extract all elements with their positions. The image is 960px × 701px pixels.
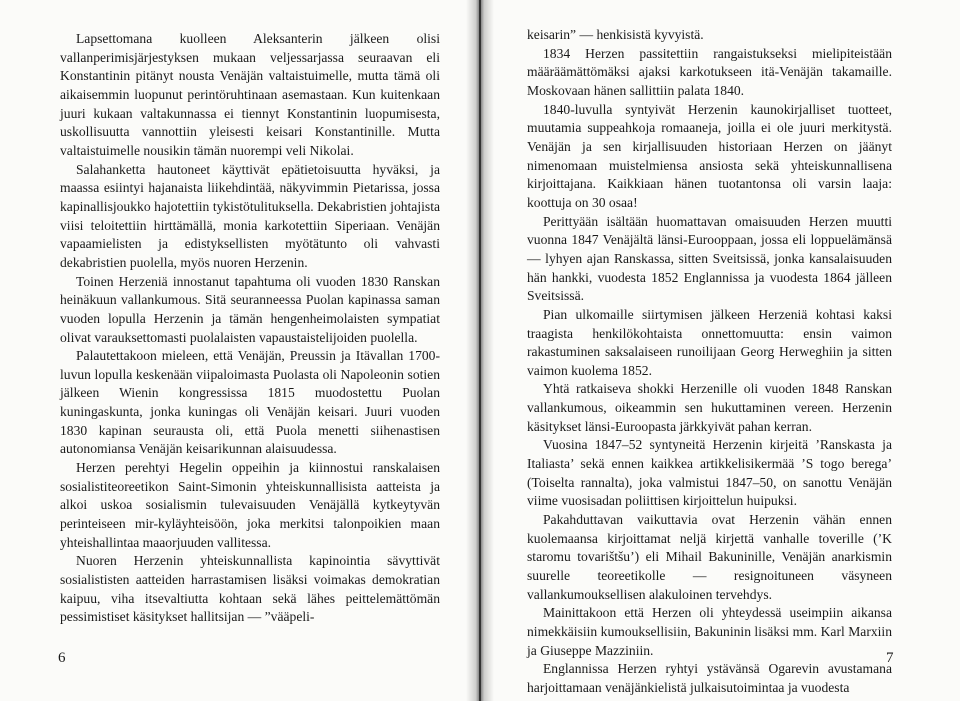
right-page-text (527, 26, 892, 698)
paragraph: Palautettakoon mieleen, että Venäjän, Preussin ja Itävallan 1700-luvun lopulla keskenään viipaloimasta Puolasta oli Napoleonin sotien jälkeen Wienin kongressissa 1815 muodostettu Puolan kuningaskunta, jonka kuningas oli Venäjän keisari. Juuri vuoden 1830 kapinan seurausta oli, että Puola menetti siihenastisen autonomiansa Venäjän keisarikunnan alaisuudessa. (60, 348, 440, 457)
page-number-left: 6 (58, 650, 66, 666)
paragraph: Nuoren Herzenin yhteiskunnallista kapinointia sävyttivät sosialististen aatteiden harrastamisen lisäksi voimakas demokratian kaipuu, viha itsevaltiutta kohtaan sekä lähes peittelemättömän pessimistiset käsitykset hallitsijan — ”vääpeli- (60, 553, 440, 625)
paragraph: Perittyään isältään huomattavan omaisuuden Herzen muutti vuonna 1847 Venäjältä länsi-Eurooppaan, jossa eli loppuelämänsä — lyhyen ajan Ranskassa, sitten Sveitsissä, jonka kansalaisuuden hän hankki, vuodesta 1852 Englannissa ja vuodesta 1864 jälleen Sveitsissä. (527, 213, 892, 304)
paragraph: Herzen perehtyi Hegelin oppeihin ja kiinnostui ranskalaisen sosialistiteoreetikon Saint-Simonin yhteiskunnallisista aatteista ja alkoi uskoa sosialismin tulevaisuuden Venäjällä kytkeytyvän perinteiseen mir-kyläyhteisöön, joka merkitsi talonpoikien maan yhteishallintaa maaorjuuden vallitessa. (60, 460, 440, 550)
paragraph: Lapsettomana kuolleen Aleksanterin jälkeen olisi vallanperimisjärjestyksen mukaan veljessarjassa seuraavan eli Konstantinin pitänyt nousta Venäjän valtaistuimelle, mutta tämä oli aikaisemmin luopunut perintöruhtinaan asemastaan. Kun kuitenkaan juuri kukaan valtakunnassa ei tiennyt Konstantinin luopumisesta, uskollisuutta vannottiin yleisesti keisari Konstantinille. Mutta valtaistuimelle nousikin tämän nuorempi veli Nikolai. (60, 31, 440, 158)
left-page (0, 0, 478, 701)
paragraph: Salahanketta hautoneet käyttivät epätietoisuutta hyväksi, ja maassa esiintyi hajanaista liikehdintää, näkyvimmin Pietarissa, jossa kapinallisjoukko hajotettiin tykistötulituksella. Dekabristien johtajista viisi teloitettiin hirttämällä, monia karkotettiin Siperiaan. Venäjän vapaamielisten ja edistyksellisten myötätunto oli vahvasti dekabristien puolella, myös nuoren Herzenin. (60, 161, 440, 270)
paragraph: Yhtä ratkaiseva shokki Herzenille oli vuoden 1848 Ranskan vallankumous, oikeammin sen hukuttaminen vereen. Herzenin käsitykset länsi-Euroopasta järkkyivät pahan kerran. (527, 381, 892, 434)
paragraph: Toinen Herzeniä innostanut tapahtuma oli vuoden 1830 Ranskan heinäkuun vallankumous. Sitä seuranneessa Puolan kapinassa saman vuoden lopulla Herzenin ja tämän hengenheimolaisten sympatiat olivat varauksettomasti puolalaisten vapaustaistelijoiden puolella. (60, 273, 440, 345)
paragraph: 1834 Herzen passitettiin rangaistukseksi mielipiteistään määräämättömäksi ajaksi karkotukseen itä-Venäjän takamaille. Moskovaan hänen sallittiin palata 1840. (527, 45, 892, 98)
paragraph: Pian ulkomaille siirtymisen jälkeen Herzeniä kohtasi kaksi traagista henkilökohtaista onnettomuutta: ensin vaimon rakastuminen saksalaiseen runoilijaan Georg Herweghiin ja sitten vaimon kuolema 1852. (527, 306, 892, 378)
page-number-right: 7 (886, 650, 894, 666)
paragraph: Vuosina 1847–52 syntyneitä Herzenin kirjeitä ’Ranskasta ja Italiasta’ sekä ennen kaikkea artikkelisikermää ’S togo berega’ (Toiselta rannalta), joka valmistui 1847–50, on sanottu Venäjän viime vuosisadan poliittisen kirjoittelun huipuksi. (527, 437, 892, 509)
paragraph: Englannissa Herzen ryhtyi ystävänsä Ogarevin avustamana harjoittamaan venäjänkielistä julkaisutoimintaa ja vuodesta (527, 661, 892, 695)
left-page-text (60, 30, 440, 627)
paragraph: 1840-luvulla syntyivät Herzenin kaunokirjalliset tuotteet, muutamia suppeahkoja romaaneja, joilla ei ole juuri merkitystä. Venäjän ja sen kirjallisuuden historiaan Herzen on jäänyt nimenomaan muistelmiensa ansiosta sekä yhteiskunnallisena kirjoittajana. Kaikkiaan hänen tuotantonsa oli varsin laaja: koottuja on 30 osaa! (527, 101, 892, 210)
paragraph: Pakahduttavan vaikuttavia ovat Herzenin vähän ennen kuolemaansa kirjoittamat neljä kirjettä vanhalle toverille (’K staromu tovarištšu’) eli Mihail Bakuninille, Venäjän anarkismin suurelle teoreetikolle — resignoituneen väsyneen vallankumouksellisen alakuloinen tervehdys. (527, 512, 892, 602)
book-spine (479, 0, 481, 701)
paragraph: Mainittakoon että Herzen oli yhteydessä useimpiin aikansa nimekkäisiin kumouksellisiin, Bakuninin lisäksi mm. Karl Marxiin ja Giuseppe Mazziniin. (527, 605, 892, 658)
paragraph: keisarin” — henkisistä kyvyistä. (527, 27, 704, 42)
right-page (482, 0, 960, 701)
